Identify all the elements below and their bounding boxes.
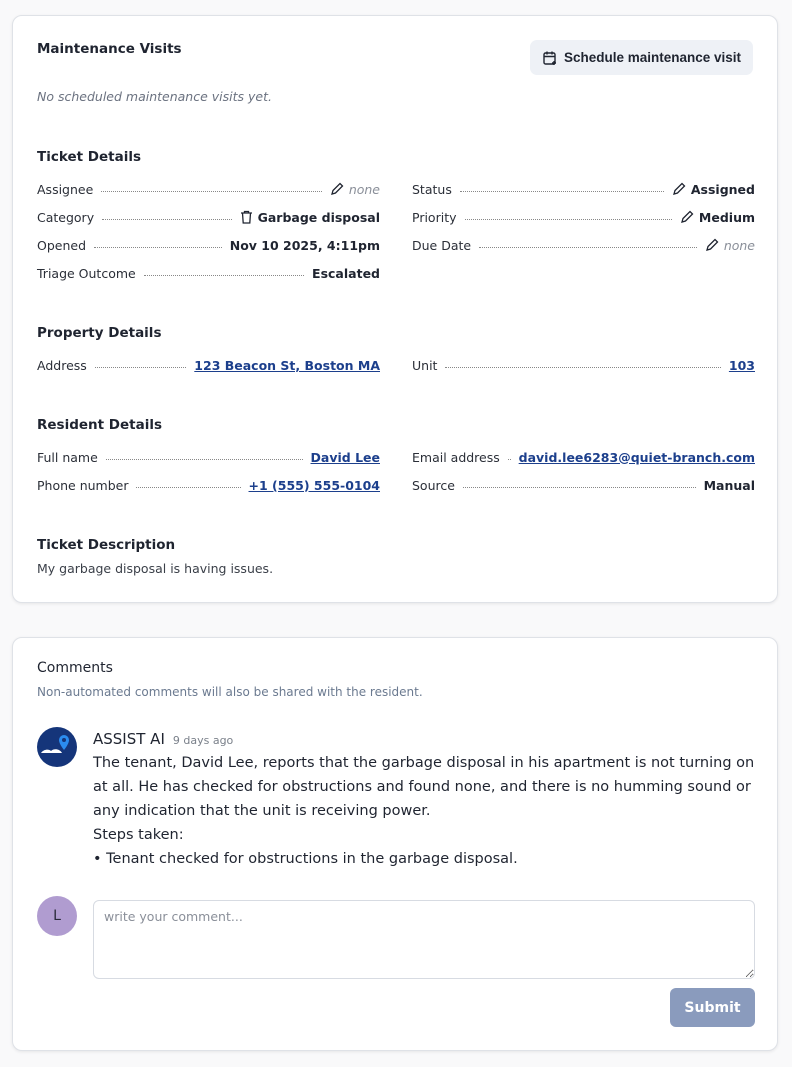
status-edit[interactable] — [672, 182, 755, 197]
comment-body — [93, 751, 758, 871]
due-date-value: none — [723, 237, 755, 253]
comment-paragraph: The tenant, David Lee, reports that the garbage disposal in his apartment is not turning on at all. He has checked for obstructions and found none, and there is no humming sound or any indication that the unit is receiving power. — [93, 755, 755, 819]
submit-button[interactable]: Submit — [670, 988, 755, 1027]
assignee-row — [37, 180, 380, 198]
assignee-label: Assignee — [37, 181, 94, 197]
email-link[interactable]: david.lee6283@quiet-branch.com — [518, 449, 755, 465]
email-row — [412, 448, 755, 466]
full-name-row — [37, 448, 380, 466]
pencil-icon — [705, 238, 719, 252]
due-date-label: Due Date — [412, 237, 472, 253]
status-row — [412, 180, 755, 198]
resident-details-title: Resident Details — [37, 417, 163, 433]
comment-time: 9 days ago — [172, 734, 234, 747]
comments-subtitle: Non-automated comments will also be shared with the resident. — [37, 685, 423, 699]
address-label: Address — [37, 357, 87, 373]
ticket-details-title: Ticket Details — [37, 149, 141, 165]
unit-link[interactable]: 103 — [728, 357, 755, 373]
full-name-label: Full name — [37, 449, 98, 465]
category-label: Category — [37, 209, 95, 225]
maintenance-title: Maintenance Visits — [37, 41, 182, 57]
unit-row — [412, 356, 755, 374]
comment-step-item: • Tenant checked for obstructions in the garbage disposal. — [93, 851, 518, 867]
opened-label: Opened — [37, 237, 87, 253]
phone-row — [37, 476, 380, 494]
comment-author: ASSIST AI — [93, 730, 165, 748]
triage-value: Escalated — [312, 265, 380, 281]
priority-edit[interactable] — [680, 210, 755, 225]
property-details-title: Property Details — [37, 325, 162, 341]
source-label: Source — [412, 477, 455, 493]
assignee-edit[interactable] — [330, 182, 380, 197]
comment-input[interactable] — [93, 900, 755, 979]
ticket-card — [12, 15, 778, 603]
comments-card — [12, 637, 778, 1051]
status-label: Status — [412, 181, 452, 197]
location-pin-icon — [37, 727, 77, 767]
triage-row — [37, 264, 380, 282]
address-row — [37, 356, 380, 374]
triage-label: Triage Outcome — [37, 265, 136, 281]
pencil-icon — [672, 182, 686, 196]
unit-label: Unit — [412, 357, 438, 373]
maintenance-empty: No scheduled maintenance visits yet. — [37, 89, 272, 104]
full-name-link[interactable]: David Lee — [310, 449, 380, 465]
description-text: My garbage disposal is having issues. — [37, 561, 274, 576]
priority-row — [412, 208, 755, 226]
assist-ai-avatar — [37, 727, 77, 767]
phone-label: Phone number — [37, 477, 129, 493]
status-value: Assigned — [690, 181, 755, 197]
description-title: Ticket Description — [37, 537, 176, 553]
source-value: Manual — [703, 477, 755, 493]
source-row — [412, 476, 755, 494]
category-row — [37, 208, 380, 226]
opened-value: Nov 10 2025, 4:11pm — [229, 237, 380, 253]
category-value: Garbage disposal — [257, 209, 380, 225]
priority-value: Medium — [698, 209, 755, 225]
calendar-plus-icon — [542, 50, 558, 66]
due-date-edit[interactable] — [705, 238, 755, 253]
email-label: Email address — [412, 449, 500, 465]
schedule-maintenance-label: Schedule maintenance visit — [563, 50, 741, 65]
assignee-value: none — [348, 181, 380, 197]
category-value-wrap — [240, 210, 380, 225]
opened-row — [37, 236, 380, 254]
priority-label: Priority — [412, 209, 457, 225]
user-avatar: L — [37, 896, 77, 936]
comments-title: Comments — [37, 660, 113, 676]
comment-steps-label: Steps taken: — [93, 827, 184, 843]
address-link[interactable]: 123 Beacon St, Boston MA — [194, 357, 380, 373]
schedule-maintenance-button[interactable] — [530, 40, 753, 75]
pencil-icon — [680, 210, 694, 224]
comment-header — [93, 730, 233, 748]
trash-icon — [240, 210, 253, 224]
phone-link[interactable]: +1 (555) 555-0104 — [248, 477, 380, 493]
pencil-icon — [330, 182, 344, 196]
due-date-row — [412, 236, 755, 254]
